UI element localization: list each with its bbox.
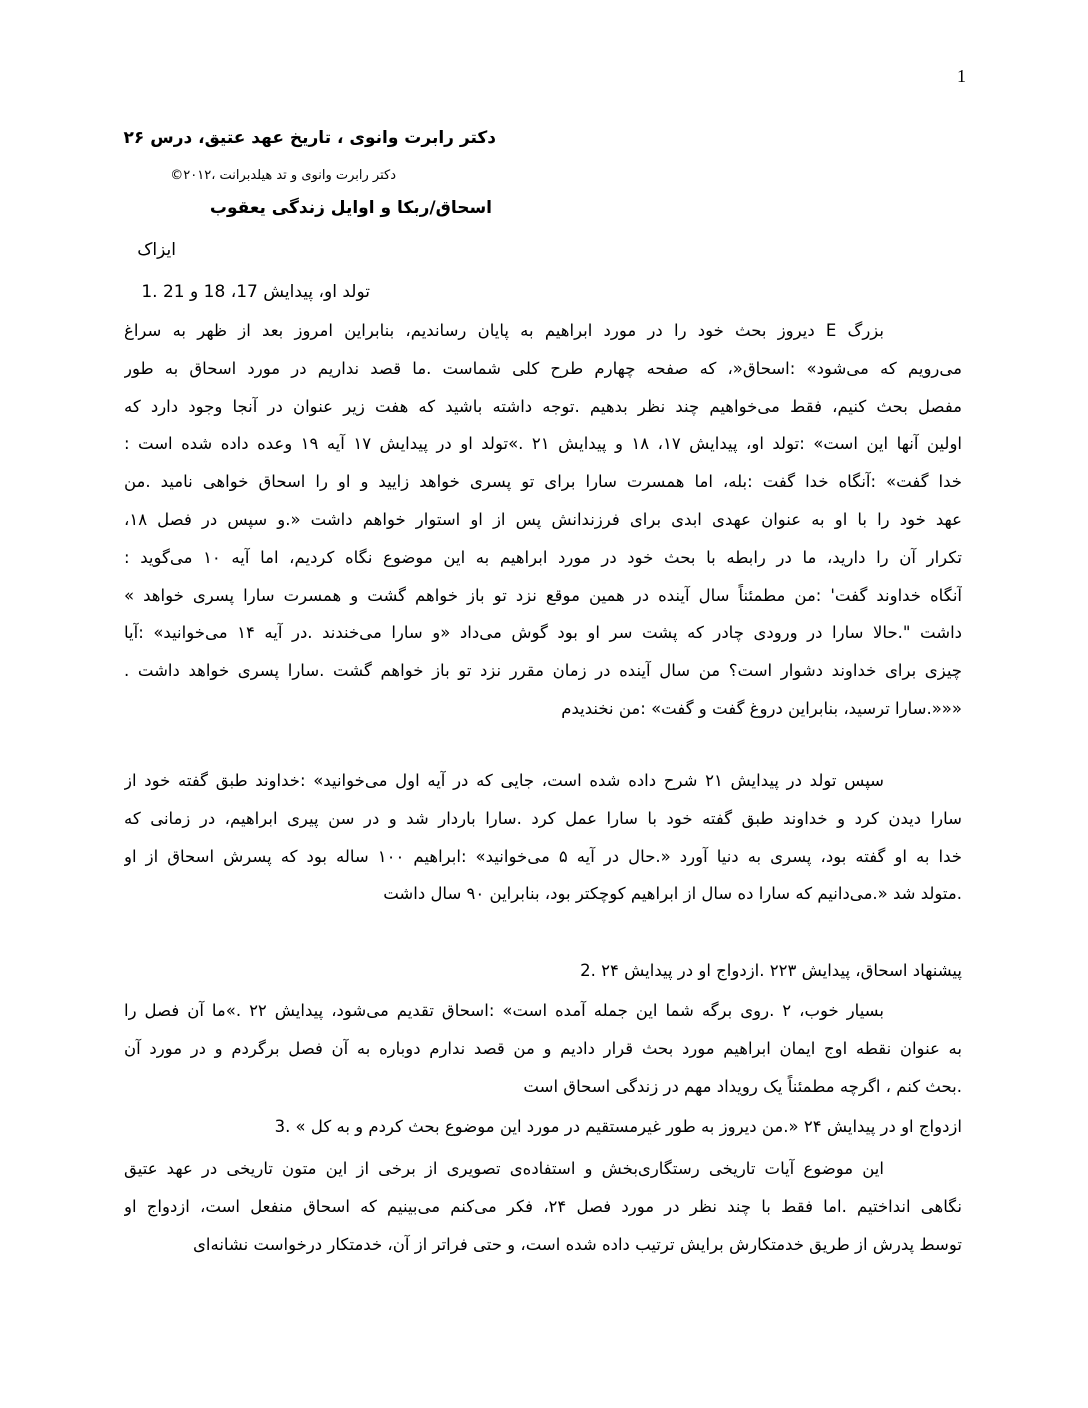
text-line: آنگاه خداوند گفت' :من مطمئناً سال آینده در همین موقع نزد تو باز خواهم گشت و همسرت سارا پسری خواهد » <box>124 585 962 605</box>
paragraph-offering-heading <box>124 952 962 990</box>
text-line: خدا به او گفته بود، پسری به دنیا آورد «.حال در آیه ۵ می‌خوانید» :ابراهیم ۱۰۰ ساله بود که پسرش اسحاق از او <box>124 846 962 866</box>
paragraph-birth <box>124 312 962 728</box>
paragraph-marriage <box>124 1150 962 1263</box>
text-line: «««.سارا ترسید، بنابراین دروغ گفت و گفت» :من نخندیدم <box>561 698 962 718</box>
page-number: 1 <box>957 66 966 86</box>
text-line: خدا گفت» :آنگاه خدا گفت :بله، اما همسرت سارا برای تو پسری خواهد زایید و او را اسحاق خواهی نامید .من <box>124 472 962 492</box>
text-line: تکرار آن را دارید، ما در رابطه با بحث خود در مورد ابراهیم به این موضوع نگاه کردیم، اما آیه ۱۰ می‌گوید : <box>124 547 962 567</box>
text-line: بسیار خوب، ۲ .روی برگه شما این جمله آمده است» :اسحاق تقدیم می‌شود، پیدایش ۲۲ .»ما آن فصل را <box>124 1001 884 1020</box>
text-line: چیزی برای خداوند دشوار است؟ من سال آینده در زمان مقرر نزد تو باز خواهم گشت .سارا پسری خواهد داشت . <box>124 661 962 681</box>
paragraph-offering <box>124 992 962 1105</box>
text-line: مفصل بحث کنیم، فقط می‌خواهیم چند نظر بدهیم .توجه داشته باشید که هفت زیر عنوان در آنجا وجود دارد که <box>124 396 962 416</box>
lecture-subtitle: اسحاق/ربکا و اوایل زندگی یعقوب <box>209 198 492 218</box>
text-line: توسط پدرش از طریق خدمتکارش برایش ترتیب داده شده است، و حتی فراتر از آن، خدمتکار درخواست نشانه‌ای <box>192 1234 962 1254</box>
text-line: سارا دیدن کرد و خداوند طبق گفته خود با سارا عمل کرد .سارا باردار شد و در سن پیری ابراهیم، در زمانی که <box>124 808 962 828</box>
text-line: می‌رویم که می‌شود» :اسحاق«، که صفحه چهارم طرح کلی شماست .ما قصد نداریم در مورد اسحاق به طور <box>124 358 962 378</box>
section-heading: ایزاک <box>137 240 176 260</box>
text-line: پیشنهاد اسحاق، پیدایش ۲۲۳ .ازدواج او در پیدایش ۲۴ .2 <box>580 961 962 980</box>
text-line: این موضوع آیات تاریخی رستگاری‌بخش و استفاده‌ی تصویری از برخی از این متون تاریخی در عهد عتیق <box>124 1159 884 1178</box>
subsection-heading: تولد او، پیدایش 17، 18 و 21 .1 <box>141 282 370 302</box>
text-line: اولین آنها این است» :تولد او، پیدایش ۱۷، ۱۸ و پیدایش ۲۱ .»تولد او در پیدایش ۱۷ آیه ۱۹ وعده داده شده است : <box>124 434 962 454</box>
text-line: بزرگ E دیروز بحث خود را در مورد ابراهیم به پایان رساندیم، بنابراین امروز بعد از ظهر به سراغ <box>124 321 884 340</box>
text-line: .بحث کنم ، اگرچه مطمئناً یک رویداد مهم در زندگی اسحاق است <box>523 1076 962 1096</box>
text-line: .متولد شد «.می‌دانیم که سارا ده سال از ابراهیم کوچکتر بود، بنابراین ۹۰ سال داشت <box>383 884 962 904</box>
paragraph-birth-genesis-21 <box>124 762 962 913</box>
text-line: عهد خود را با او به عنوان عهدی ابدی برای فرزندانش پس از او استوار خواهم داشت «.و سپس در فصل ۱۸، <box>124 509 962 529</box>
text-line: نگاهی انداختیم .اما فقط با چند نظر در مورد فصل ۲۴، فکر می‌کنم می‌بینیم که اسحاق منفعل است، ازدواج او <box>124 1196 962 1216</box>
copyright-line: دکتر رابرت وانوی و تد هیلدبرانت ،۲۰۱۲© <box>170 168 396 183</box>
document-title: دکتر رابرت وانوی ، تاریخ عهد عتیق، درس ۲۶ <box>123 128 496 148</box>
text-line: ازدواج او در پیدایش ۲۴ «.من دیروز به طور غیرمستقیم در مورد این موضوع بحث کردم و به کل » .3 <box>274 1117 962 1136</box>
text-line: داشت ".حالا سارا در ورودی چادر که پشت سر او بود گوش می‌داد «و سارا می‌خندند .در آیه ۱۴ می‌خوانید» :آیا <box>124 623 962 643</box>
paragraph-marriage-heading <box>124 1108 962 1146</box>
text-line: به عنوان نقطه اوج ایمان ابراهیم مورد بحث قرار دادیم و من قصد ندارم دوباره به آن فصل برگردم و در مورد آن <box>124 1038 962 1058</box>
text-line: سپس تولد در پیدایش ۲۱ شرح داده شده است، جایی که در آیه اول می‌خوانید» :خداوند طبق گفته خود از <box>124 771 885 790</box>
